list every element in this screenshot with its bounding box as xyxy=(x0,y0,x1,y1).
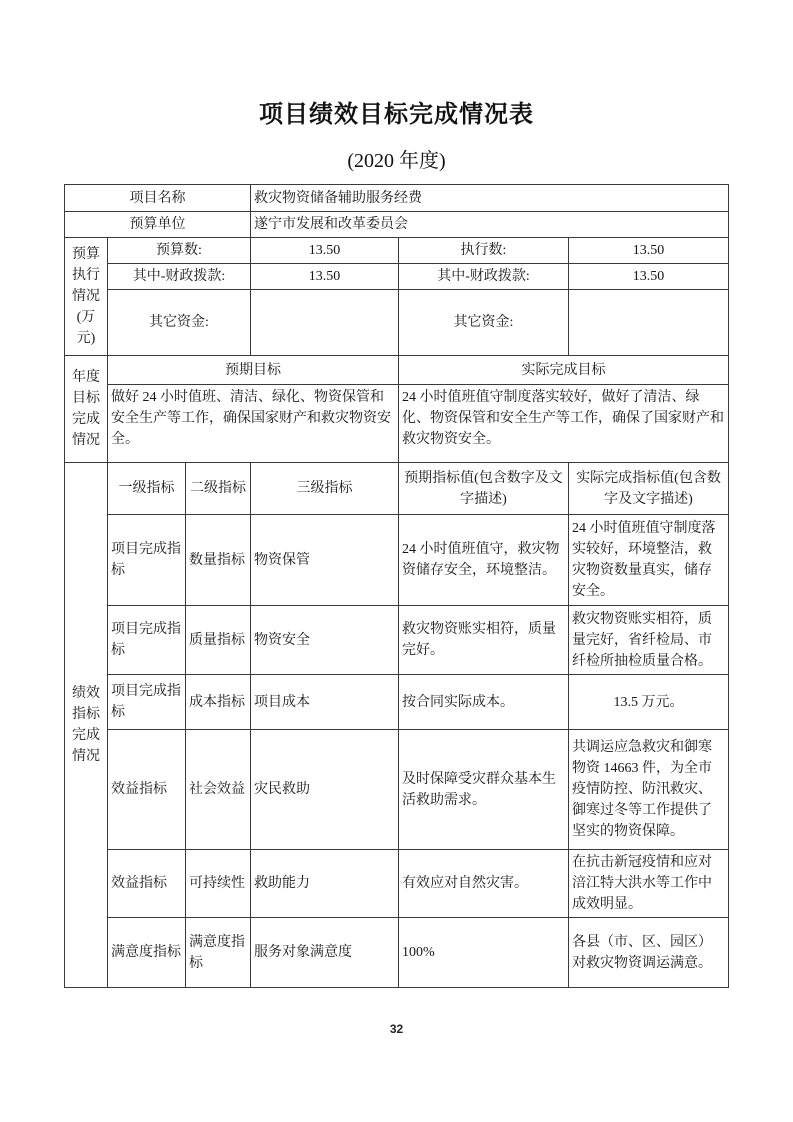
indicator-row xyxy=(64,606,728,675)
indicator-row xyxy=(64,850,728,918)
table-row xyxy=(64,385,728,463)
indicator-cell-level3: 救助能力 xyxy=(250,850,398,918)
header-level2: 二级指标 xyxy=(185,463,250,515)
indicator-cell-level2: 满意度指标 xyxy=(185,918,250,988)
indicator-cell-expected: 及时保障受灾群众基本生活救助需求。 xyxy=(398,730,568,850)
indicator-cell-level1: 项目完成指标 xyxy=(107,515,185,606)
indicator-cell-level2: 成本指标 xyxy=(185,675,250,730)
annual-goal-section-label: 年度目标完成情况 xyxy=(64,356,107,463)
budget-section-label: 预算执行情况(万元) xyxy=(64,238,107,356)
fiscal-allocation-value-left: 13.50 xyxy=(250,264,398,290)
indicator-cell-actual: 救灾物资账实相符，质量完好，省纤检局、市纤检所抽检质量合格。 xyxy=(568,606,728,675)
table-row xyxy=(64,185,728,212)
header-expected: 预期指标值(包含数字及文字描述) xyxy=(398,463,568,515)
other-funds-label-right: 其它资金: xyxy=(398,290,568,356)
fiscal-allocation-label-right: 其中-财政拨款: xyxy=(398,264,568,290)
indicator-cell-level1: 满意度指标 xyxy=(107,918,185,988)
header-level3: 三级指标 xyxy=(250,463,398,515)
indicator-cell-level1: 效益指标 xyxy=(107,730,185,850)
table-row xyxy=(64,212,728,238)
indicator-cell-level3: 物资安全 xyxy=(250,606,398,675)
indicator-cell-actual: 各县（市、区、园区）对救灾物资调运满意。 xyxy=(568,918,728,988)
indicator-row xyxy=(64,918,728,988)
indicator-cell-level1: 项目完成指标 xyxy=(107,606,185,675)
execution-number-value: 13.50 xyxy=(568,238,728,264)
project-name-value: 救灾物资储备辅助服务经费 xyxy=(250,185,728,212)
fiscal-allocation-value-right: 13.50 xyxy=(568,264,728,290)
expected-goal-header: 预期目标 xyxy=(107,356,398,385)
other-funds-label-left: 其它资金: xyxy=(107,290,250,356)
indicator-row xyxy=(64,730,728,850)
indicator-cell-actual: 13.5 万元。 xyxy=(568,675,728,730)
header-actual: 实际完成指标值(包含数字及文字描述) xyxy=(568,463,728,515)
header-level1: 一级指标 xyxy=(107,463,185,515)
indicator-cell-expected: 100% xyxy=(398,918,568,988)
budget-unit-value: 遂宁市发展和改革委员会 xyxy=(250,212,728,238)
indicator-cell-actual: 共调运应急救灾和御寒物资 14663 件，为全市疫情防控、防汛救灾、御寒过冬等工作提供了坚实的物资保障。 xyxy=(568,730,728,850)
indicator-cell-level2: 质量指标 xyxy=(185,606,250,675)
other-funds-value-right xyxy=(568,290,728,356)
project-name-label: 项目名称 xyxy=(64,185,250,212)
execution-number-label: 执行数: xyxy=(398,238,568,264)
indicator-cell-expected: 按合同实际成本。 xyxy=(398,675,568,730)
budget-number-value: 13.50 xyxy=(250,238,398,264)
indicator-row xyxy=(64,675,728,730)
page-number: 32 xyxy=(389,1022,404,1036)
expected-goal-text: 做好 24 小时值班、清洁、绿化、物资保管和安全生产等工作，确保国家财产和救灾物资安全。 xyxy=(107,385,398,463)
indicator-cell-level1: 效益指标 xyxy=(107,850,185,918)
performance-table xyxy=(64,184,729,988)
indicator-cell-level3: 项目成本 xyxy=(250,675,398,730)
fiscal-allocation-label-left: 其中-财政拨款: xyxy=(107,264,250,290)
indicator-cell-level3: 灾民救助 xyxy=(250,730,398,850)
table-row xyxy=(64,463,728,515)
other-funds-value-left xyxy=(250,290,398,356)
indicator-cell-actual: 在抗击新冠疫情和应对涪江特大洪水等工作中成效明显。 xyxy=(568,850,728,918)
table-row xyxy=(64,264,728,290)
indicator-cell-expected: 有效应对自然灾害。 xyxy=(398,850,568,918)
table-row xyxy=(64,356,728,385)
page-subtitle: (2020 年度) xyxy=(347,150,446,172)
indicator-cell-actual: 24 小时值班值守制度落实较好，环境整洁，救灾物资数量真实，储存安全。 xyxy=(568,515,728,606)
indicator-row xyxy=(64,515,728,606)
budget-number-label: 预算数: xyxy=(107,238,250,264)
budget-unit-label: 预算单位 xyxy=(64,212,250,238)
indicator-cell-level3: 物资保管 xyxy=(250,515,398,606)
table-row xyxy=(64,290,728,356)
indicator-cell-level2: 数量指标 xyxy=(185,515,250,606)
table-row xyxy=(64,238,728,264)
indicator-section-label: 绩效指标完成情况 xyxy=(64,463,107,988)
indicator-cell-level3: 服务对象满意度 xyxy=(250,918,398,988)
actual-goal-text: 24 小时值班值守制度落实较好，做好了清洁、绿化、物资保管和安全生产等工作，确保了国家财产和救灾物资安全。 xyxy=(398,385,728,463)
page-title: 项目绩效目标完成情况表 xyxy=(259,102,534,128)
actual-goal-header: 实际完成目标 xyxy=(398,356,728,385)
indicator-cell-level2: 可持续性 xyxy=(185,850,250,918)
indicator-cell-level1: 项目完成指标 xyxy=(107,675,185,730)
indicator-cell-expected: 救灾物资账实相符，质量完好。 xyxy=(398,606,568,675)
indicator-cell-expected: 24 小时值班值守，救灾物资储存安全，环境整洁。 xyxy=(398,515,568,606)
indicator-cell-level2: 社会效益 xyxy=(185,730,250,850)
